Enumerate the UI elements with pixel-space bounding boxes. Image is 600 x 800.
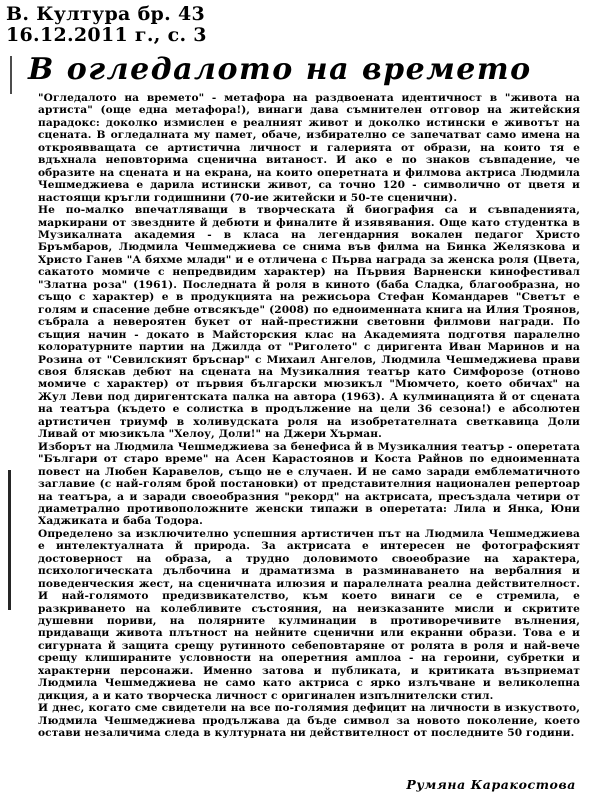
article-paragraph: Изборът на Людмила Чешмеджиева за бенефиса й в Музикалния театър - оперетата "Българи от старо време" на Асен Карастоянов и Коста Райнов по едноименната повест на Любен Каравелов, също не е случаен. И не само заради емблематичното заглавие (с най-голям брой постановки) от представителния национален репертоар на театъра, а и заради своеобразния "рекорд" на актрисата, пресъздала четири от диаметрално противоположните женски типажи в оперетата: Лила и Янка, Юни Хаджиката и баба Тодора. xyxy=(38,440,580,528)
scan-edge-mark xyxy=(8,470,11,610)
article-clipping xyxy=(14,54,586,796)
newspaper-masthead xyxy=(6,4,426,46)
article-paragraph: "Огледалото на времето" - метафора на раздвоената идентичност в "живота на артиста" (още една метафора!), винаги дава съмнителен отговор на житейския парадокс: доколко измислен е реалният живот и доколко истински е животът на сцената. В огледалната му памет, обаче, избирателно се запечатват само имена на откроявващата се артистична личност и галерията от образи, на които тя е вдъхнала неповторима сценична витаност. И ако е по знаков съвпадение, че образите на сцената и на екрана, на които оперетната и филмова актриса Людмила Чешмеджиева е дарила истински живот, са точно 120 - символично от цветя и настоящи кръгли годишнини (70-ие житейски и 50-те сценични). xyxy=(38,92,580,204)
article-paragraph: Не по-малко впечатляващи в творческата й биография са и съвпаденията, маркирани от звездните й дебюти и финалите й изявявания. Още като студентка в Музикалната академия - в класа на легендарния вокален педагог Христо Бръмбаров, Людмила Чешмеджиева се снима във филма на Бинка Желязкова и Христо Ганев "А бяхме млади" и е отличена с Първа награда за женска роля (Цвета, сакатото момиче с непредвидим характер) на Първия Варненски кинофестивал "Златна роза" (1961). Последната й роля в киното (баба Сладка, благообразна, но също с характер) е в продукцията на режисьора Стефан Командарев "Светът е голям и спасение дебне отвсякъде" (2008) по едноименната книга на Илия Троянов, събрала a невероятен букет от най-престижни световни филмови награди. По същия начин - докато в Майсторския клас на Академията подготвя паралелно колоратурните партии на Джилда от "Риголето" с диригента Иван Маринов и на Розина от "Севилският бръснар" с Михаил Ангелов, Людмила Чешмеджиева прави своя бляскав дебют на сцената на Музикалния театър като Симфорозе (отново момиче с характер) от първия български мюзикъл "Мюмчето, което обичах" на Жул Леви под диригентската палка на автора (1963). А кулминацията й от сцената на театъра (където е солистка в продължение на цели 36 сезона!) е абсолютен артистичен триумф в холивудската роля на изобретателната светкавица Доли Ливай от мюзикъла "Хелоу, Доли!" на Джери Хърман. xyxy=(38,204,580,441)
newspaper-issue: В. Култура бр. 43 xyxy=(6,3,206,25)
scan-edge-mark xyxy=(10,56,12,94)
article-author: Румяна Каракостова xyxy=(406,777,576,792)
newspaper-date-page: 16.12.2011 г., с. 3 xyxy=(6,24,207,46)
article-headline: В огледалото на времето xyxy=(28,54,532,87)
article-body xyxy=(14,92,586,740)
article-paragraph: И днес, когато сме свидетели на все по-голямия дефицит на личности в изкуството, Людмила Чешмеджиева продължава да бъде символ за новото поколение, което остави незаличима следа в културната ни действителност от последните 50 години. xyxy=(38,702,580,740)
article-paragraph: Определено за изключително успешния артистичен път на Людмила Чешмеджиева е интелектуалната й природа. За актрисата е интересен не фотографският достоверност на образа, а трудно доловимото своеобразие на характера, психологическата дълбочина и драматизма в разминаването на вербалния и поведенческия жест, на сценичната илюзия и паралелната реална действителност. И най-голямото предизвикателство, към което винаги се е стремила, е разкриването на колебливите състояния, на неизказаните мисли и скритите душевни пориви, на полярните кулминации в противоречивите вълнения, придаващи живота плътност на нейните сценични или екранни образи. Това е и сигурната й защита срещу рутинното себеповтаряне от ролята в роля и най-вече срещу клишираните условности на оперетния амплоа - на героини, субретки и характерни персонажи. Именно затова и публиката, и критиката възприемат Людмила Чешмеджиева не само като актриса с ярко излъчване и великолепна дикция, а и като творческа личност с оригинален изпълнителски стил. xyxy=(38,527,580,702)
